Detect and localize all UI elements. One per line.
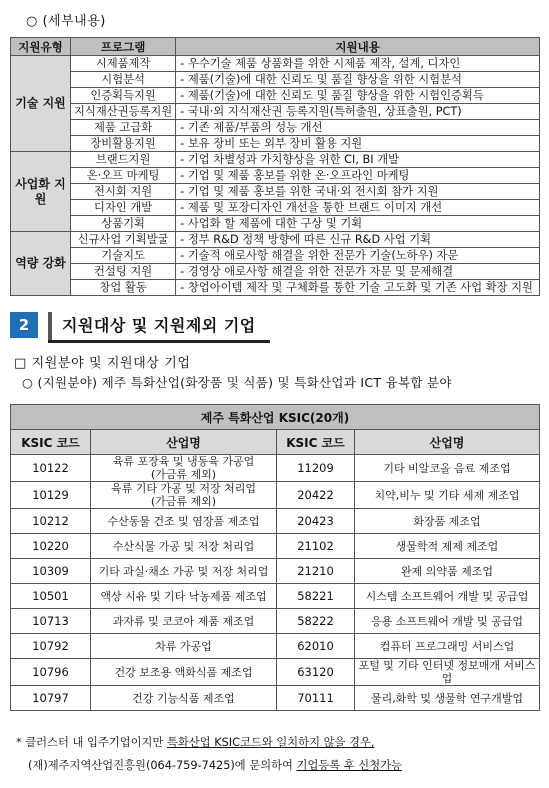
ksic-row bbox=[11, 634, 540, 659]
industry-name-cell: 생물학적 제제 제조업 bbox=[355, 534, 540, 559]
header-ksic-code-1: KSIC 코드 bbox=[11, 430, 91, 455]
section-title: 지원대상 및 지원제외 기업 bbox=[62, 316, 256, 335]
support-table-row bbox=[11, 104, 540, 120]
ksic-table-caption: 제주 특화산업 KSIC(20개) bbox=[11, 405, 540, 430]
industry-name-cell: 응용 소프트웨어 개발 및 공급업 bbox=[355, 609, 540, 634]
section-number-badge: 2 bbox=[10, 312, 38, 338]
content-cell: - 기업 차별성과 가치향상을 위한 CI, BI 개발 bbox=[176, 152, 540, 168]
program-cell: 시제품제작 bbox=[71, 56, 176, 72]
header-industry-1: 산업명 bbox=[91, 430, 277, 455]
note-line-2 bbox=[28, 757, 402, 773]
ksic-code-cell: 10796 bbox=[11, 659, 91, 686]
ksic-row bbox=[11, 609, 540, 634]
industry-name-cell: 수산식물 가공 및 저장 처리업 bbox=[91, 534, 277, 559]
header-content: 지원내용 bbox=[176, 38, 540, 56]
industry-name-cell: 과자류 및 코코아 제품 제조업 bbox=[91, 609, 277, 634]
industry-name-cell: 컴퓨터 프로그래밍 서비스업 bbox=[355, 634, 540, 659]
support-table-row bbox=[11, 216, 540, 232]
support-program-table bbox=[10, 37, 540, 296]
content-cell: - 제품 및 포장디자인 개선을 통한 브랜드 이미지 개선 bbox=[176, 200, 540, 216]
support-type-cell: 기술 지원 bbox=[11, 56, 71, 152]
industry-name-cell: 완제 의약품 제조업 bbox=[355, 559, 540, 584]
ksic-header-row bbox=[11, 430, 540, 455]
ksic-row bbox=[11, 509, 540, 534]
industry-name-cell: 포털 및 기타 인터넷 정보매개 서비스업 bbox=[355, 659, 540, 686]
ksic-code-cell: 21210 bbox=[277, 559, 355, 584]
ksic-code-cell: 63120 bbox=[277, 659, 355, 686]
content-cell: - 창업아이템 제작 및 구체화를 통한 기술 고도화 및 기존 사업 확장 지원 bbox=[176, 280, 540, 296]
program-cell: 장비활용지원 bbox=[71, 136, 176, 152]
ksic-code-cell: 10122 bbox=[11, 455, 91, 482]
support-table-row bbox=[11, 280, 540, 296]
ksic-row bbox=[11, 455, 540, 482]
ksic-table bbox=[10, 404, 540, 711]
section-underline bbox=[48, 340, 270, 343]
ksic-code-cell: 58222 bbox=[277, 609, 355, 634]
ksic-code-cell: 10713 bbox=[11, 609, 91, 634]
content-cell: - 사업화 할 제품에 대한 구상 및 기획 bbox=[176, 216, 540, 232]
industry-name-cell: 기타 비알코올 음료 제조업 bbox=[355, 455, 540, 482]
support-table-row bbox=[11, 168, 540, 184]
program-cell: 기술지도 bbox=[71, 248, 176, 264]
note-line-1 bbox=[16, 734, 374, 750]
ksic-row bbox=[11, 686, 540, 711]
support-table-row bbox=[11, 56, 540, 72]
detail-heading: ○ (세부내용) bbox=[26, 14, 106, 29]
support-type-cell: 사업화 지원 bbox=[11, 152, 71, 232]
support-table-header-row bbox=[11, 38, 540, 56]
support-table-row bbox=[11, 72, 540, 88]
ksic-code-cell: 58221 bbox=[277, 584, 355, 609]
support-table-row bbox=[11, 120, 540, 136]
ksic-row bbox=[11, 659, 540, 686]
ksic-row bbox=[11, 534, 540, 559]
ksic-code-cell: 10797 bbox=[11, 686, 91, 711]
note-line-1-text: * 클러스터 내 입주기업이지만 bbox=[16, 736, 167, 749]
program-cell: 창업 활동 bbox=[71, 280, 176, 296]
note-line-2-text: (재)제주지역산업진흥원(064-759-7425)에 문의하여 bbox=[28, 759, 297, 772]
content-cell: - 보유 장비 또는 외부 장비 활용 지원 bbox=[176, 136, 540, 152]
industry-name-cell: 수산동물 건조 및 염장품 제조업 bbox=[91, 509, 277, 534]
content-cell: - 제품(기술)에 대한 신뢰도 및 품질 향상을 위한 시험분석 bbox=[176, 72, 540, 88]
field-heading: ○ (지원분야) 제주 특화산업(화장품 및 식품) 및 특화산업과 ICT 융복합 분야 bbox=[22, 375, 452, 390]
industry-name-cell: 액상 시유 및 기타 낙농제품 제조업 bbox=[91, 584, 277, 609]
support-table-row bbox=[11, 88, 540, 104]
support-table-row bbox=[11, 184, 540, 200]
industry-name-cell: 치약,비누 및 기타 세제 제조업 bbox=[355, 482, 540, 509]
content-cell: - 기업 및 제품 홍보를 위한 온·오프라인 마케팅 bbox=[176, 168, 540, 184]
industry-name-cell: 차류 가공업 bbox=[91, 634, 277, 659]
ksic-row bbox=[11, 482, 540, 509]
ksic-code-cell: 10129 bbox=[11, 482, 91, 509]
support-table-row bbox=[11, 136, 540, 152]
program-cell: 브랜드지원 bbox=[71, 152, 176, 168]
ksic-code-cell: 21102 bbox=[277, 534, 355, 559]
content-cell: - 우수기술 제품 상품화를 위한 시제품 제작, 설계, 디자인 bbox=[176, 56, 540, 72]
header-industry-2: 산업명 bbox=[355, 430, 540, 455]
ksic-code-cell: 10309 bbox=[11, 559, 91, 584]
industry-name-cell: 물리,화학 및 생물학 연구개발업 bbox=[355, 686, 540, 711]
ksic-code-cell: 70111 bbox=[277, 686, 355, 711]
ksic-code-cell: 20422 bbox=[277, 482, 355, 509]
content-cell: - 기술적 애로사항 해결을 위한 전문가 기술(노하우) 자문 bbox=[176, 248, 540, 264]
program-cell: 온·오프 마케팅 bbox=[71, 168, 176, 184]
content-cell: - 제품(기술)에 대한 신뢰도 및 품질 향상을 위한 시험인증획득 bbox=[176, 88, 540, 104]
industry-name-cell: 건강 보조용 액화식품 제조업 bbox=[91, 659, 277, 686]
support-table-row bbox=[11, 232, 540, 248]
program-cell: 지식재산권등록지원 bbox=[71, 104, 176, 120]
program-cell: 인증획득지원 bbox=[71, 88, 176, 104]
sub-heading: □ 지원분야 및 지원대상 기업 bbox=[14, 356, 191, 371]
note-line-1-underlined: 특화산업 KSIC코드와 일치하지 않을 경우, bbox=[166, 736, 375, 749]
industry-name-cell: 건강 기능식품 제조업 bbox=[91, 686, 277, 711]
industry-name-cell: 화장품 제조업 bbox=[355, 509, 540, 534]
content-cell: - 정부 R&D 정책 방향에 따른 신규 R&D 사업 기획 bbox=[176, 232, 540, 248]
support-table-row bbox=[11, 152, 540, 168]
program-cell: 전시회 지원 bbox=[71, 184, 176, 200]
program-cell: 신규사업 기획발굴 bbox=[71, 232, 176, 248]
support-table-row bbox=[11, 248, 540, 264]
section-divider-bar bbox=[48, 312, 52, 340]
industry-name-cell: 육류 포장육 및 냉동육 가공업 (가금류 제외) bbox=[91, 455, 277, 482]
support-type-cell: 역량 강화 bbox=[11, 232, 71, 296]
content-cell: - 국내·외 지식재산권 등록지원(특허출원, 상표출원, PCT) bbox=[176, 104, 540, 120]
header-ksic-code-2: KSIC 코드 bbox=[277, 430, 355, 455]
ksic-row bbox=[11, 559, 540, 584]
ksic-code-cell: 10212 bbox=[11, 509, 91, 534]
header-program: 프로그램 bbox=[71, 38, 176, 56]
content-cell: - 기존 제품/부품의 성능 개선 bbox=[176, 120, 540, 136]
support-table-row bbox=[11, 200, 540, 216]
content-cell: - 기업 및 제품 홍보를 위한 국내·외 전시회 참가 지원 bbox=[176, 184, 540, 200]
industry-name-cell: 육류 기타 가공 및 저장 처리업 (가금류 제외) bbox=[91, 482, 277, 509]
ksic-code-cell: 10220 bbox=[11, 534, 91, 559]
content-cell: - 경영상 애로사항 해결을 위한 전문가 자문 및 문제해결 bbox=[176, 264, 540, 280]
industry-name-cell: 시스템 소프트웨어 개발 및 공급업 bbox=[355, 584, 540, 609]
program-cell: 제품 고급화 bbox=[71, 120, 176, 136]
program-cell: 상품기획 bbox=[71, 216, 176, 232]
industry-name-cell: 기타 과실·채소 가공 및 저장 처리업 bbox=[91, 559, 277, 584]
program-cell: 디자인 개발 bbox=[71, 200, 176, 216]
program-cell: 시험분석 bbox=[71, 72, 176, 88]
ksic-code-cell: 10792 bbox=[11, 634, 91, 659]
ksic-code-cell: 62010 bbox=[277, 634, 355, 659]
support-table-row bbox=[11, 264, 540, 280]
header-support-type: 지원유형 bbox=[11, 38, 71, 56]
program-cell: 컨설팅 지원 bbox=[71, 264, 176, 280]
ksic-code-cell: 11209 bbox=[277, 455, 355, 482]
ksic-code-cell: 20423 bbox=[277, 509, 355, 534]
ksic-code-cell: 10501 bbox=[11, 584, 91, 609]
note-line-2-underlined: 기업등록 후 신청가능 bbox=[296, 759, 402, 772]
ksic-row bbox=[11, 584, 540, 609]
